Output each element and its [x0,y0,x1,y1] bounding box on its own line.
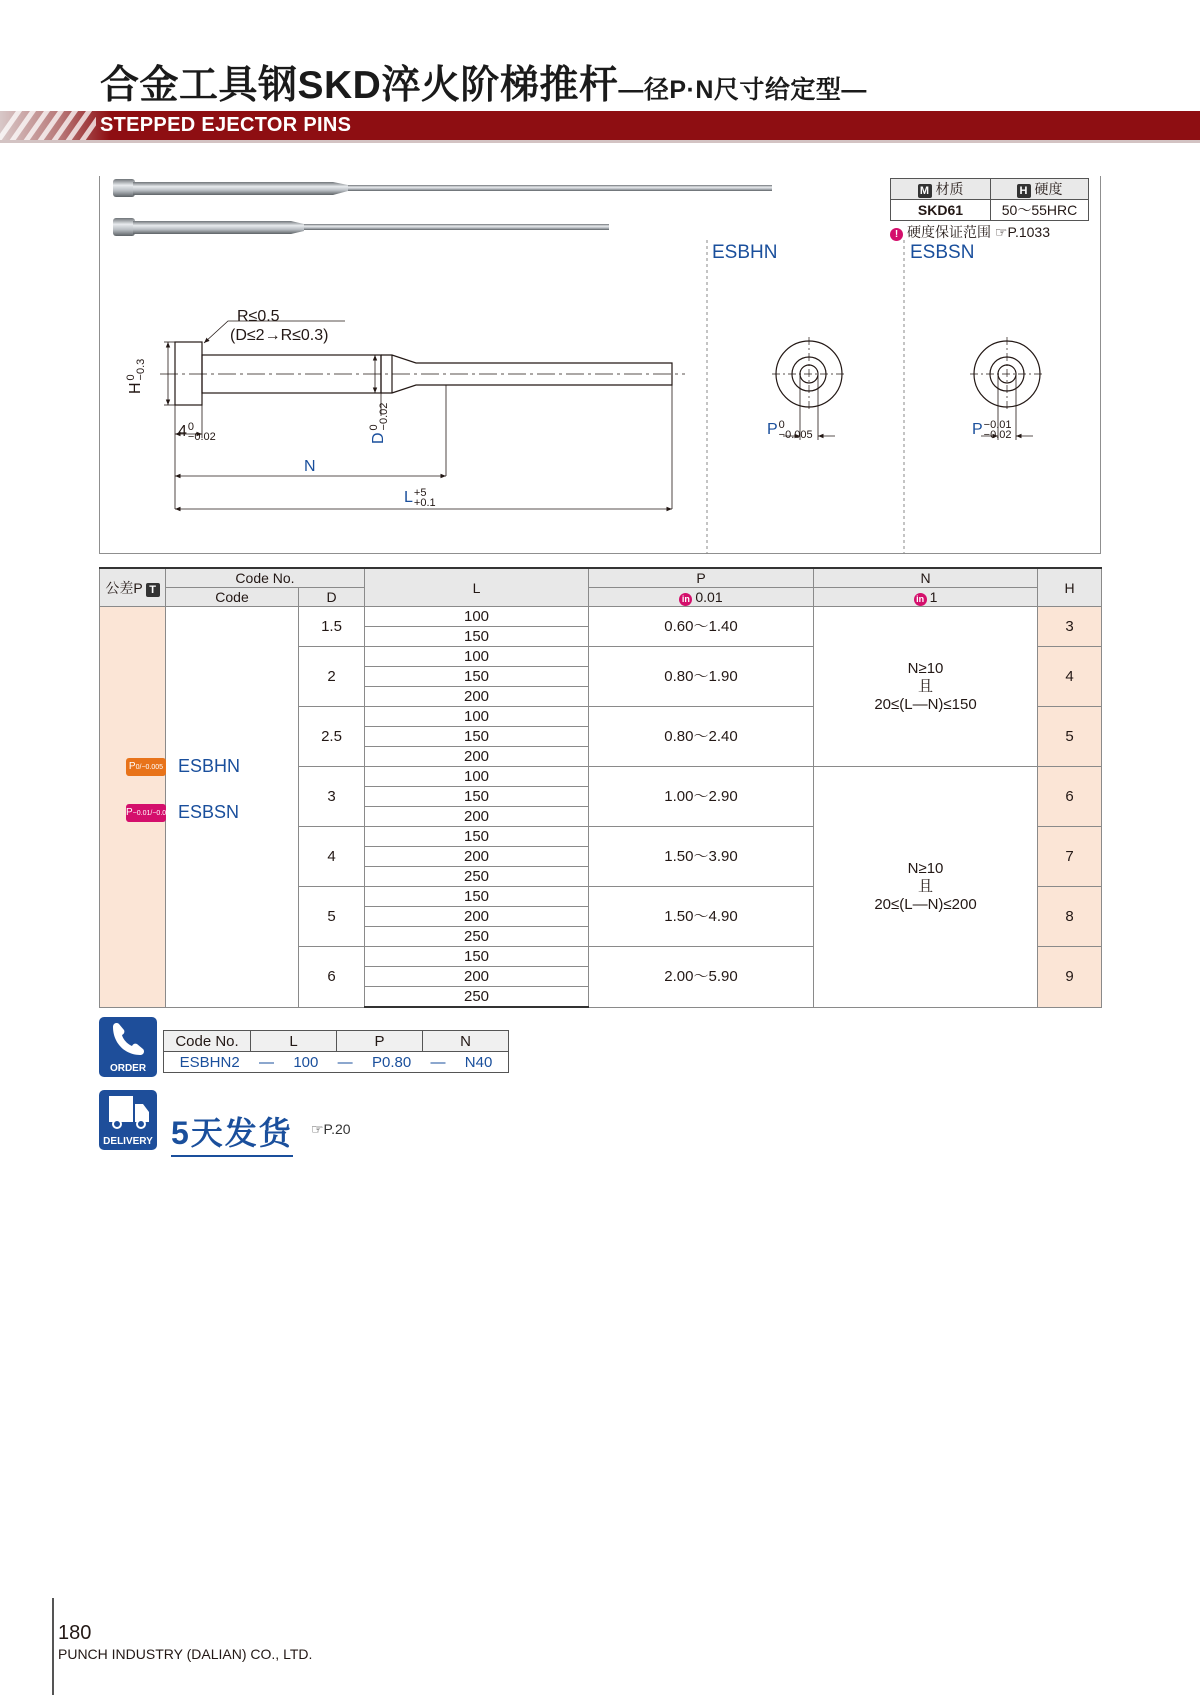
l-cell: 150 [365,887,589,907]
company-name: PUNCH INDUSTRY (DALIAN) CO., LTD. [58,1646,313,1662]
h-cell: 3 [1038,607,1102,647]
hardness-value: 50～55HRC [991,200,1089,221]
n-condition-cell: N≥10 且 20≤(L—N)≤150 [814,607,1038,767]
order-icon: ORDER [99,1017,157,1077]
l-cell: 100 [365,607,589,627]
hardness-page-link[interactable]: ☞P.1033 [994,224,1051,240]
d-cell: 5 [299,887,365,947]
p-range-cell: 1.50～4.90 [589,887,814,947]
d-cell: 4 [299,827,365,887]
p-header: P [589,568,814,588]
n-dimension: N [304,458,316,475]
p-range-cell: 1.50～3.90 [589,827,814,887]
banner-shadow [0,140,1200,143]
order-header-p: P [337,1031,423,1052]
p-range-cell: 0.60～1.40 [589,607,814,647]
page-number: 180 [58,1622,92,1644]
h-cell: 6 [1038,767,1102,827]
series-label-esbhn: ESBHN [712,242,778,263]
material-spec-table [890,178,1089,221]
l-cell: 150 [365,947,589,967]
l-header: L [365,568,589,607]
p-unit-header: in 0.01 [589,588,814,607]
increment-icon: in [679,593,692,606]
order-header-n: N [423,1031,509,1052]
phone-icon [99,1017,157,1061]
l-cell: 100 [365,707,589,727]
code-header: Code [166,588,299,607]
code-column [126,607,299,1008]
d-cell: 2 [299,647,365,707]
order-header-l: L [251,1031,337,1052]
n-unit-header: in 1 [814,588,1038,607]
d-cell: 3 [299,767,365,827]
p-range-cell: 1.00～2.90 [589,767,814,827]
l-cell: 200 [365,907,589,927]
banner-title: STEPPED EJECTOR PINS [100,114,352,136]
footer-divider [52,1598,54,1695]
h-cell: 5 [1038,707,1102,767]
code-esbsn: P−0.01/−0.02 ESBSN [126,802,240,822]
d-cell: 2.5 [299,707,365,767]
p-dimension-esbhn: P0 −0.005 [767,419,813,441]
radius-note: (D≤2→R≤0.3) [230,327,329,344]
n-header: N [814,568,1038,588]
order-example-table [163,1030,509,1073]
order-example-row: ESBHN2 — 100 — P0.80 — N40 [164,1052,509,1073]
truck-icon [99,1090,157,1134]
l-cell: 150 [365,787,589,807]
d-dimension: D0 −0.02 [368,402,390,444]
l-dimension: L+5 +0.1 [404,487,436,509]
page-title [100,54,867,110]
series-label-esbsn: ESBSN [910,242,975,263]
d-cell: 1.5 [299,607,365,647]
l-cell: 100 [365,647,589,667]
d-cell: 6 [299,947,365,1008]
photo-pin-short [113,218,609,236]
hardness-icon: H [1017,184,1031,198]
l-cell: 150 [365,827,589,847]
l-cell: 250 [365,927,589,947]
l-cell: 250 [365,867,589,887]
tolerance-icon: T [146,583,160,597]
table-row [100,607,1102,627]
l-cell: 200 [365,847,589,867]
material-header: M 材质 [891,179,991,200]
p-dimension-esbsn: P−0.01 −0.02 [972,419,1012,441]
l-cell: 150 [365,727,589,747]
l-cell: 200 [365,747,589,767]
hardness-header: H 硬度 [991,179,1089,200]
h-dimension: H0 −0.3 [125,358,147,394]
material-icon: M [918,184,932,198]
l-cell: 100 [365,767,589,787]
delivery-icon: DELIVERY [99,1090,157,1150]
delivery-days: 5天发货 [171,1108,293,1157]
code-no-header: Code No. [166,568,365,588]
hardness-note: ! 硬度保证范围 ☞P.1033 [890,222,1050,242]
n-condition-cell: N≥10 且 20≤(L—N)≤200 [814,767,1038,1008]
l-cell: 150 [365,667,589,687]
h-cell: 8 [1038,887,1102,947]
h-cell: 9 [1038,947,1102,1008]
code-esbhn: P0/−0.005 ESBHN [178,757,240,776]
h-header: H [1038,568,1102,607]
l-cell: 200 [365,967,589,987]
p-range-cell: 2.00～5.90 [589,947,814,1008]
d-header: D [299,588,365,607]
h-cell: 4 [1038,647,1102,707]
l-cell: 250 [365,987,589,1008]
h-cell: 7 [1038,827,1102,887]
tolerance-header: 公差P T [100,568,166,607]
title-main: 合金工具钢SKD淬火阶梯推杆 [100,64,619,107]
material-value: SKD61 [891,200,991,221]
tolerance-badge-esbhn: P0/−0.005 [126,758,166,776]
spec-table [99,567,1101,1008]
p-range-cell: 0.80～1.90 [589,647,814,707]
banner-stripes [0,111,96,140]
l-cell: 200 [365,687,589,707]
pin-drawing [160,321,685,509]
tolerance-badge-esbsn: P−0.01/−0.02 [126,804,166,822]
delivery-page-link[interactable]: ☞P.20 [311,1121,351,1137]
order-header-code: Code No. [164,1031,251,1052]
head-thickness-dimension: 40 −0.02 [178,421,216,443]
alert-icon: ! [890,228,903,241]
p-range-cell: 0.80～2.40 [589,707,814,767]
l-cell: 150 [365,627,589,647]
photo-pin-long [113,179,772,197]
radius-label: R≤0.5 [237,308,280,325]
l-cell: 200 [365,807,589,827]
title-subtitle: —径P·N尺寸给定型— [618,76,867,104]
increment-icon: in [914,593,927,606]
